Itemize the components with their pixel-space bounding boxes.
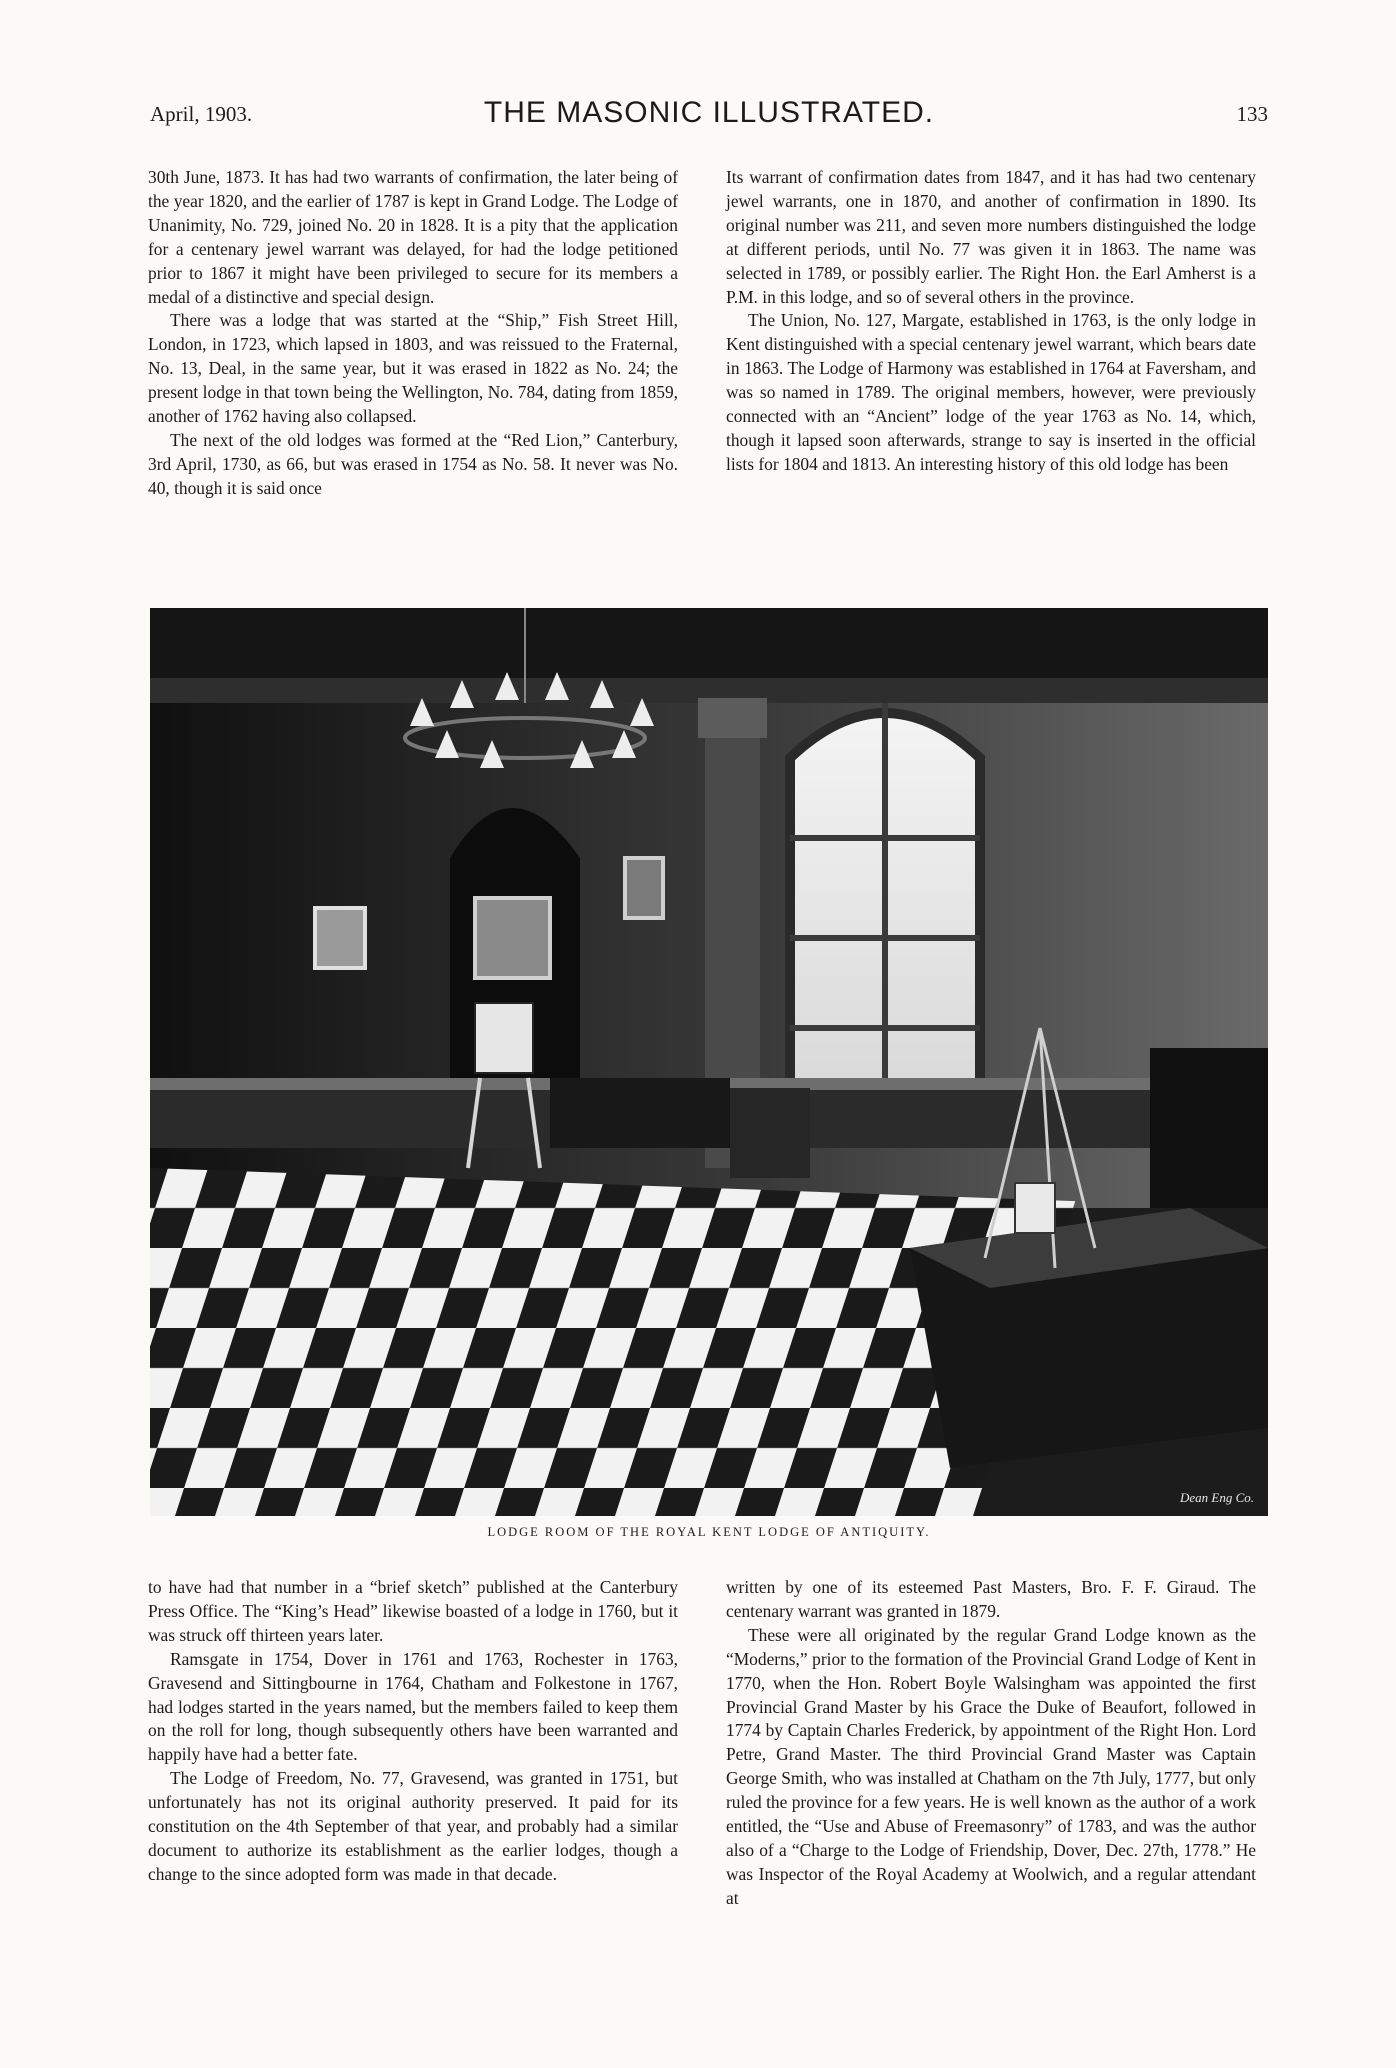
lodge-room-photograph: [150, 608, 1268, 1516]
paragraph: Its warrant of confirmation dates from 1847, and it has had two centenary jewel warrants, one in 1870, and another of confirmation in 1890. Its original number was 211, and seven more numbers distinguished the lodge at different periods, until No. 77 was given it in 1863. The name was selected in 1789, or possibly earlier. The Right Hon. the Earl Amherst is a P.M. in this lodge, and so of several others in the province.: [726, 167, 1256, 307]
paragraph: There was a lodge that was started at the “Ship,” Fish Street Hill, London, in 1723, which lapsed in 1803, and was reissued to the Fraternal, No. 13, Deal, in the same year, but it was erased in 1822 as No. 24; the present lodge in that town being the Wellington, No. 784, dating from 1859, another of 1762 having also collapsed.: [148, 310, 678, 427]
column-top-right: [726, 166, 1256, 477]
issue-date: April, 1903.: [150, 102, 253, 126]
paragraph: The Lodge of Freedom, No. 77, Gravesend, was granted in 1751, but unfortunately has not its original authority preserved. It paid for its constitution on the 4th September of that year, and probably had a similar document to authorize its establishment as the earlier lodges, though a change to the since adopted form was made in that decade.: [148, 1768, 678, 1884]
paragraph: to have had that number in a “brief sketch” published at the Canterbury Press Office. The “King’s Head” likewise boasted of a lodge in 1760, but it was struck off thirteen years later.: [148, 1577, 678, 1645]
figure-caption: LODGE ROOM OF THE ROYAL KENT LODGE OF ANTIQUITY.: [487, 1525, 931, 1539]
page-number: 133: [1236, 102, 1268, 126]
paragraph: Ramsgate in 1754, Dover in 1761 and 1763, Rochester in 1763, Gravesend and Sittingbourne in 1764, Chatham and Folkestone in 1767, had lodges started in the years named, but the members failed to keep them on the roll for long, though subsequently others have been warranted and happily have had a better fate.: [148, 1648, 678, 1765]
engraver-mark: Dean Eng Co.: [1179, 1490, 1254, 1505]
paragraph: These were all originated by the regular Grand Lodge known as the “Moderns,” prior to the formation of the Provincial Grand Lodge of Kent in 1770, when the Hon. Robert Boyle Walsingham was appointed the first Provincial Grand Master by his Grace the Duke of Beaufort, followed in 1774 by Captain Charles Frederick, by appointment of the Right Hon. Lord Petre, Grand Master. The third Provincial Grand Master was Captain George Smith, who was installed at Chatham on the 7th July, 1777, but only ruled the province for a few years. He is well known as the author of a work entitled, the “Use and Abuse of Freemasonry” of 1783, and was the author also of a “Charge to the Lodge of Friendship, Dover, Dec. 27th, 1778.” He was Inspector of the Royal Academy at Woolwich, and a regular attendant at: [726, 1624, 1256, 1908]
paragraph: written by one of its esteemed Past Masters, Bro. F. F. Giraud. The centenary warrant was granted in 1879.: [726, 1577, 1256, 1621]
journal-title: THE MASONIC ILLUSTRATED.: [483, 96, 935, 129]
column-bottom-right: [726, 1576, 1256, 1911]
paragraph: 30th June, 1873. It has had two warrants of confirmation, the later being of the year 1820, and the earlier of 1787 is kept in Grand Lodge. The Lodge of Unanimity, No. 729, joined No. 20 in 1828. It is a pity that the application for a centenary jewel warrant was delayed, for had the lodge petitioned prior to 1867 it might have been privileged to secure for its members a medal of a distinctive and special design.: [148, 167, 678, 307]
paragraph: The Union, No. 127, Margate, established in 1763, is the only lodge in Kent distinguished with a special centenary jewel warrant, which bears date in 1863. The Lodge of Harmony was established in 1764 at Faversham, and was so named in 1789. The original members, however, were previously connected with an “Ancient” lodge of the year 1763 as No. 14, which, though it lapsed soon afterwards, strange to say is inserted in the official lists for 1804 and 1813. An interesting history of this old lodge has been: [726, 310, 1256, 474]
column-top-left: [148, 166, 678, 501]
running-header: [150, 96, 1268, 136]
column-bottom-left: [148, 1576, 678, 1887]
paragraph: The next of the old lodges was formed at the “Red Lion,” Canterbury, 3rd April, 1730, as 66, but was erased in 1754 as No. 58. It never was No. 40, though it is said once: [148, 429, 678, 498]
